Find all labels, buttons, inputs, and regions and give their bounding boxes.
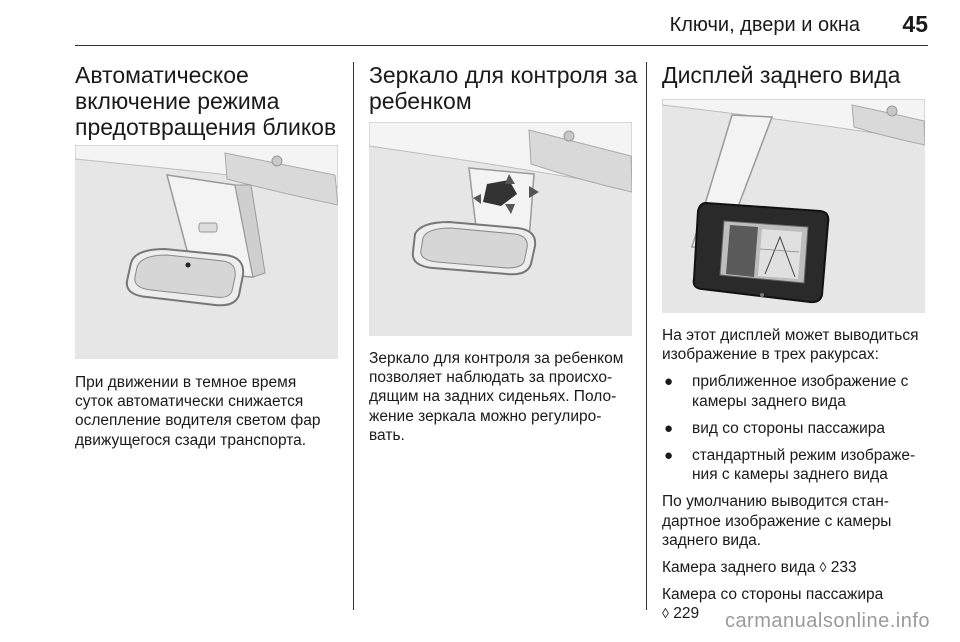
page-number: 45 (902, 11, 928, 37)
text-line: заднего вида. (662, 531, 762, 549)
text-line: жение зеркала можно регулиро- (369, 407, 602, 425)
reference-page-number: 229 (673, 605, 700, 623)
auto-dimming-description (75, 373, 345, 450)
section-heading-child-mirror (369, 62, 637, 114)
text-line: Зеркало для контроля за ребенком (369, 350, 624, 367)
list-item (662, 446, 932, 484)
column-separator-2 (646, 62, 647, 610)
text-line: вать. (369, 426, 405, 444)
text-line: вид со стороны пассажира (692, 419, 886, 437)
column-separator-1 (353, 62, 354, 610)
bullet-icon: ● (664, 419, 674, 437)
default-view-paragraph (662, 492, 932, 550)
watermark: carmanualsonline.info (724, 610, 930, 632)
text-line: ослепление водителя светом фар (75, 412, 321, 430)
reference-rear-camera[interactable] (662, 558, 932, 577)
header-rule (75, 45, 928, 46)
text-line: стандартный режим изображе- (692, 447, 916, 465)
page-header-title: Ключи, двери и окна (669, 14, 860, 36)
list-item (662, 419, 932, 438)
reference-label: Камера заднего вида (662, 559, 816, 577)
text-line: суток автоматически снижается (75, 393, 304, 411)
intro-paragraph (662, 326, 932, 364)
heading-line: Зеркало для контроля за (369, 62, 638, 88)
text-line: дартное изображение с камеры (662, 512, 892, 530)
child-view-mirror-illustration (369, 122, 632, 336)
reference-page-number: 233 (830, 559, 857, 577)
page-reference-icon: ◊ (662, 605, 669, 622)
text-line: При движении в темное время (75, 374, 297, 391)
child-mirror-description (369, 349, 644, 445)
list-item (662, 372, 932, 410)
page-reference-icon: ◊ (819, 559, 827, 576)
auto-dimming-mirror-illustration (75, 145, 338, 359)
text-line: изображение в трех ракурсах: (662, 346, 879, 364)
text-line: На этот дисплей может выводиться (662, 327, 919, 344)
text-line: приближенное изображение с (692, 373, 909, 391)
heading-line: предотвращения бликов (75, 114, 337, 140)
rear-view-display-illustration (662, 99, 925, 313)
heading-line: ребенком (369, 88, 472, 114)
heading-line: Автоматическое (75, 62, 249, 88)
section-heading-rear-view-display: Дисплей заднего вида (662, 62, 901, 88)
text-line: камеры заднего вида (692, 392, 846, 410)
text-line: дящим на задних сиденьях. Поло- (369, 388, 617, 406)
text-line: По умолчанию выводится стан- (662, 493, 889, 511)
bullet-icon: ● (664, 447, 674, 465)
heading-line: включение режима (75, 88, 280, 114)
section-heading-auto-dimming (75, 62, 336, 140)
text-line: позволяет наблюдать за происхо- (369, 369, 613, 387)
text-line: ния с камеры заднего вида (692, 466, 888, 484)
rear-view-display-content (662, 326, 932, 632)
reference-label: Камера со стороны пассажира (662, 586, 884, 604)
bullet-icon: ● (664, 373, 674, 391)
text-line: движущегося сзади транспорта. (75, 431, 307, 449)
